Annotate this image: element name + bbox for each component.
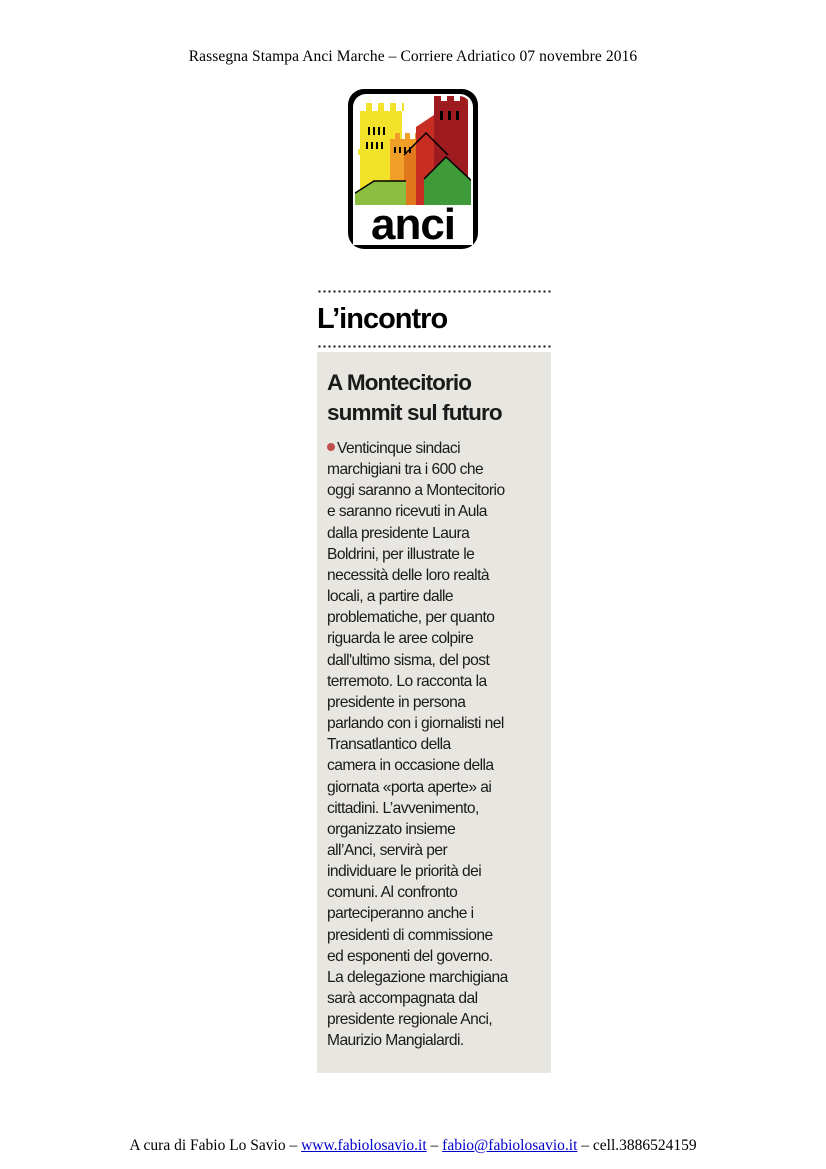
article-body-text: oggi saranno a Montecitorio: [327, 482, 505, 500]
bullet-icon: [327, 443, 335, 451]
article-body: [327, 438, 549, 1052]
article-body-line: [327, 438, 549, 459]
article-body-line: [327, 734, 549, 755]
article-body-text: riguarda le aree colpire: [327, 630, 474, 648]
article-body-text: presidente regionale Anci,: [327, 1011, 493, 1029]
article-title-line: summit sul futuro: [327, 400, 502, 425]
article-body-text: giornata «porta aperte» ai: [327, 778, 492, 796]
article-body-text: Transatlantico della: [327, 736, 451, 754]
footer-suffix: – cell.3886524159: [577, 1137, 697, 1154]
article-body-text: parteciperanno anche i: [327, 905, 474, 923]
article-title-line: A Montecitorio: [327, 370, 472, 395]
article-body-line: [327, 988, 549, 1009]
article-body-text: comuni. Al confronto: [327, 884, 458, 902]
dotted-divider-top: [317, 290, 552, 293]
article-body-line: [327, 459, 549, 480]
article-body-line: [327, 861, 549, 882]
article-body-line: [327, 544, 549, 565]
article-body-text: problematiche, per quanto: [327, 609, 495, 627]
anci-logo-text: anci: [370, 200, 456, 249]
article-body-text: marchigiani tra i 600 che: [327, 461, 484, 479]
page-footer: [0, 1137, 826, 1155]
article-body-text: dalla presidente Laura: [327, 524, 470, 542]
article-body-text: Boldrini, per illustrate le: [327, 545, 475, 563]
article-body-text: organizzato insieme: [327, 820, 456, 838]
article-body-line: [327, 523, 549, 544]
article-body-text: camera in occasione della: [327, 757, 494, 775]
article-body-text: e saranno ricevuti in Aula: [327, 503, 487, 521]
article-body-line: [327, 1030, 549, 1051]
article-body-line: [327, 967, 549, 988]
article-body-text: locali, a partire dalle: [327, 588, 454, 606]
article-body-line: [327, 925, 549, 946]
article-body-line: [327, 692, 549, 713]
section-label: L’incontro: [317, 303, 448, 335]
article-body-text: all’Anci, servirà per: [327, 841, 448, 859]
article-body-text: individuare le priorità dei: [327, 863, 482, 881]
article-body-text: terremoto. Lo racconta la: [327, 672, 487, 690]
page-header: Rassegna Stampa Anci Marche – Corriere Adriatico 07 novembre 2016: [188, 48, 638, 65]
article-body-text: Maurizio Mangialardi.: [327, 1032, 464, 1050]
article-body-line: [327, 946, 549, 967]
article-body-line: [327, 565, 549, 586]
article-body-line: [327, 755, 549, 776]
anci-logo: [346, 87, 480, 251]
article-body-line: [327, 501, 549, 522]
article-body-text: presidente in persona: [327, 693, 466, 711]
article-body-line: [327, 903, 549, 924]
footer-prefix: A cura di Fabio Lo Savio –: [129, 1137, 302, 1154]
footer-separator: –: [426, 1137, 443, 1154]
article-body-line: [327, 671, 549, 692]
article-body-line: [327, 777, 549, 798]
footer-website-link[interactable]: www.fabiolosavio.it: [301, 1137, 427, 1154]
article-body-line: [327, 798, 549, 819]
article-body-line: [327, 1009, 549, 1030]
article-body-text: necessità delle loro realtà: [327, 566, 489, 584]
article-body-line: [327, 628, 549, 649]
article-body-text: ed esponenti del governo.: [327, 947, 493, 965]
article-body-text: presidenti di commissione: [327, 926, 493, 944]
article-body-text: cittadini. L’avvenimento,: [327, 799, 479, 817]
dotted-divider-bottom: [317, 345, 552, 348]
article-body-line: [327, 586, 549, 607]
article-body-text: La delegazione marchigiana: [327, 968, 508, 986]
article-body-line: [327, 819, 549, 840]
article-body-line: [327, 650, 549, 671]
article-title: [327, 368, 547, 428]
article-body-line: [327, 607, 549, 628]
article-body-text: parlando con i giornalisti nel: [327, 715, 504, 733]
article-body-line: [327, 840, 549, 861]
article-body-line: [327, 882, 549, 903]
article-body-text: Venticinque sindaci: [337, 440, 461, 457]
article-box: [317, 352, 551, 1073]
article-body-line: [327, 480, 549, 501]
article-body-line: [327, 713, 549, 734]
footer-email-link[interactable]: fabio@fabiolosavio.it: [442, 1137, 578, 1154]
article-body-text: sarà accompagnata dal: [327, 990, 478, 1008]
article-body-text: dall'ultimo sisma, del post: [327, 651, 490, 669]
